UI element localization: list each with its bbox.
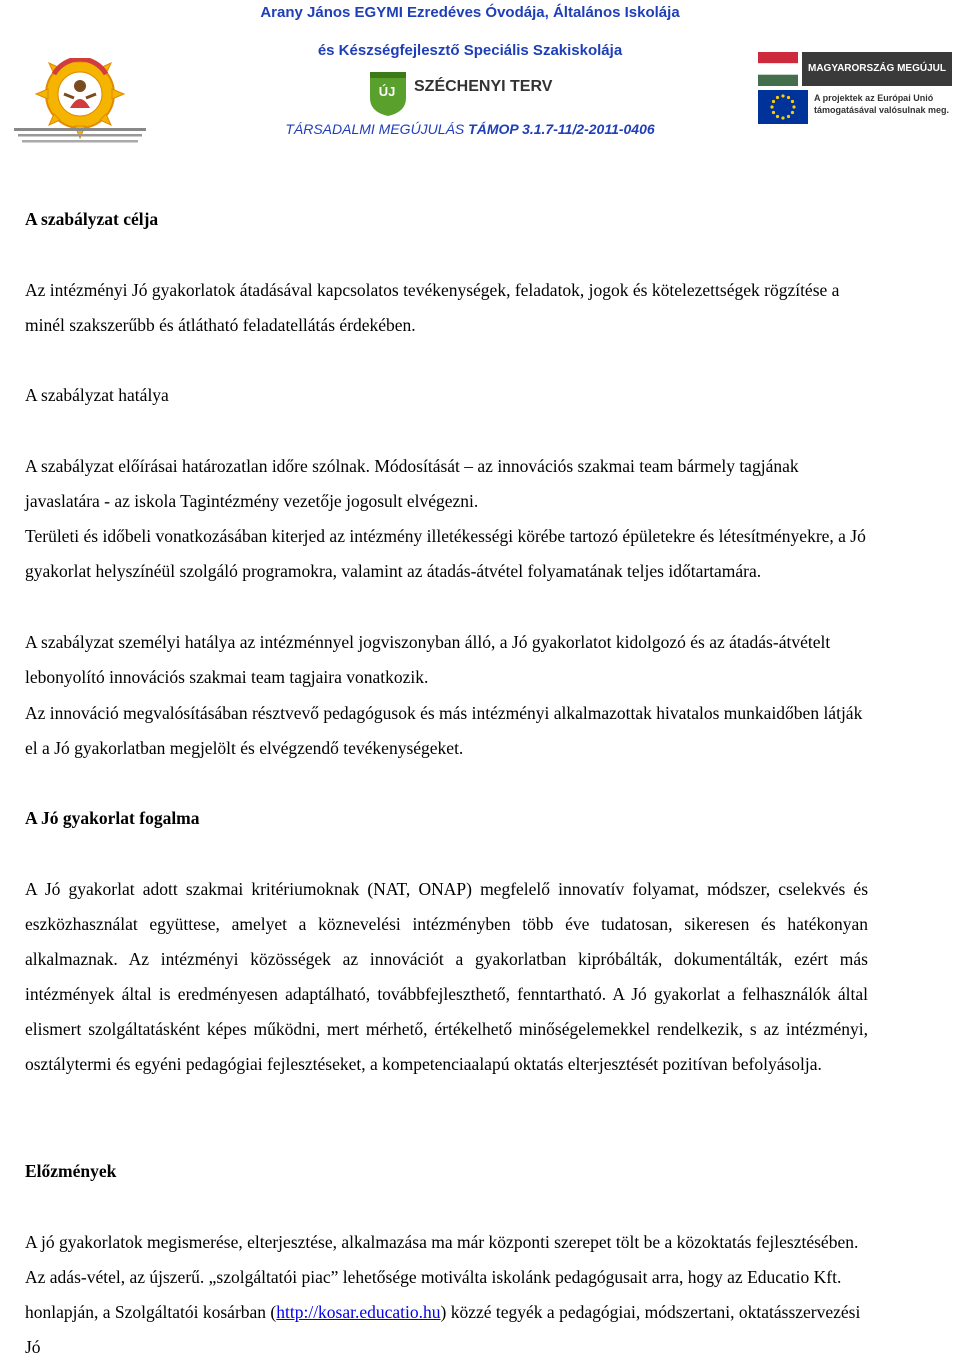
heading-jo-gyakorlat-fogalma: A Jó gyakorlat fogalma bbox=[25, 808, 200, 828]
paragraph-hataly-3: A szabályzat személyi hatálya az intézménnyel jogviszonyban álló, a Jó gyakorlatot kidolgozó és az átadás-átvételt lebonyolító innovációs szakmai team tagjaira vonatkozik. bbox=[25, 632, 831, 687]
paragraph-hataly-1: A szabályzat előírásai határozatlan időre szólnak. Módosítását – az innovációs szakmai team bármely tagjának javaslatára - az iskola Tagintézmény vezetője jogosult elvégezni. bbox=[25, 456, 799, 511]
szechenyi-uj-label: ÚJ bbox=[378, 84, 396, 99]
szechenyi-terv-label: SZÉCHENYI TERV bbox=[414, 78, 553, 95]
paragraph-hataly-2: Területi és időbeli vonatkozásában kiterjed az intézmény illetékességi körébe tartozó épületekre és létesítményekre, a Jó gyakorlat helyszínéül szolgáló programokra, valamint az átadás-átvétel folyamatának teljes időtartamára. bbox=[25, 526, 866, 581]
elozmenyek-text-1: A jó gyakorlatok megismerése, elterjesztése, alkalmazása ma már központi szerepet tölt be a közoktatás fejlesztésében. Az adás-vétel, az újszerű. „szolgáltatói piac” lehetősége motiválta iskolánk pedagógusait arra, hogy az Educatio Kft. honlapján, a Szolgáltatói kosárban ( bbox=[25, 1232, 859, 1322]
paragraph-jo-gyakorlat-fogalma: A Jó gyakorlat adott szakmai kritériumoknak (NAT, ONAP) megfelelő innovatív folyamat, módszer, cselekvés és eszközhasználat együttese, amelyet a köznevelési intézményben több éve tudatosan, sikeresen és hatékonyan alkalmaznak. Az intézményi közösségek az innovációt a gyakorlatban kipróbálták, dokumentálták, ezért más intézmények által is eredményesen adaptálható, továbbfejleszthető, fenntartható. A Jó gyakorlat a felhasználók által elismert szolgáltatásként képes működni, mert mérhető, értékelhető minőségelemekkel rendelkezik, s az intézményi, osztálytermi és egyéni pedagógiai fejlesztéseket, a kompetenciaalapú oktatás elterjesztését pozitívan befolyásolja. bbox=[25, 879, 868, 1074]
paragraph-elozmenyek bbox=[25, 1225, 868, 1365]
program-line bbox=[150, 121, 790, 137]
paragraph-hataly-4: Az innováció megvalósításában résztvevő pedagógusok és más intézményi alkalmazottak hivatalos munkaidőben látják el a Jó gyakorlatban megjelölt és elvégzendő tevékenységeket. bbox=[25, 703, 863, 758]
szechenyi-terv-logo bbox=[368, 68, 553, 118]
eu-support-line1: A projektek az Európai Unió bbox=[814, 93, 934, 103]
kosar-educatio-link[interactable]: http://kosar.educatio.hu bbox=[276, 1302, 441, 1322]
hungary-renews-label: MAGYARORSZÁG MEGÚJUL bbox=[802, 52, 952, 86]
heading-szabalyzat-celja: A szabályzat célja bbox=[25, 209, 159, 229]
hungarian-flag-icon bbox=[758, 52, 798, 86]
elozmenyek-text-2: ) közzé tegyék a pedagógiai, módszertani, oktatásszervezési Jó bbox=[25, 1302, 861, 1357]
eu-support-text bbox=[814, 92, 949, 116]
school-name-line2: és Készségfejlesztő Speciális Szakiskolája bbox=[317, 42, 623, 59]
school-name-line1: Arany János EGYMI Ezredéves Óvodája, Általános Iskolája bbox=[260, 4, 680, 21]
program-prefix: TÁRSADALMI MEGÚJULÁS bbox=[285, 121, 469, 137]
program-code: TÁMOP 3.1.7-11/2-2011-0406 bbox=[468, 121, 655, 137]
school-logo-icon bbox=[10, 58, 150, 146]
eu-support-box bbox=[758, 88, 952, 124]
heading-elozmenyek: Előzmények bbox=[25, 1161, 117, 1181]
heading-szabalyzat-hatalya: A szabályzat hatálya bbox=[25, 385, 169, 405]
hungary-renews-banner bbox=[758, 52, 952, 86]
eu-flag-icon bbox=[758, 90, 808, 124]
paragraph-szabalyzat-celja: Az intézményi Jó gyakorlatok átadásával kapcsolatos tevékenységek, feladatok, jogok és kötelezettségek rögzítése a minél szakszerűbb és átlátható feladatellátás érdekében. bbox=[25, 280, 840, 335]
eu-support-line2: támogatásával valósulnak meg. bbox=[814, 105, 950, 115]
